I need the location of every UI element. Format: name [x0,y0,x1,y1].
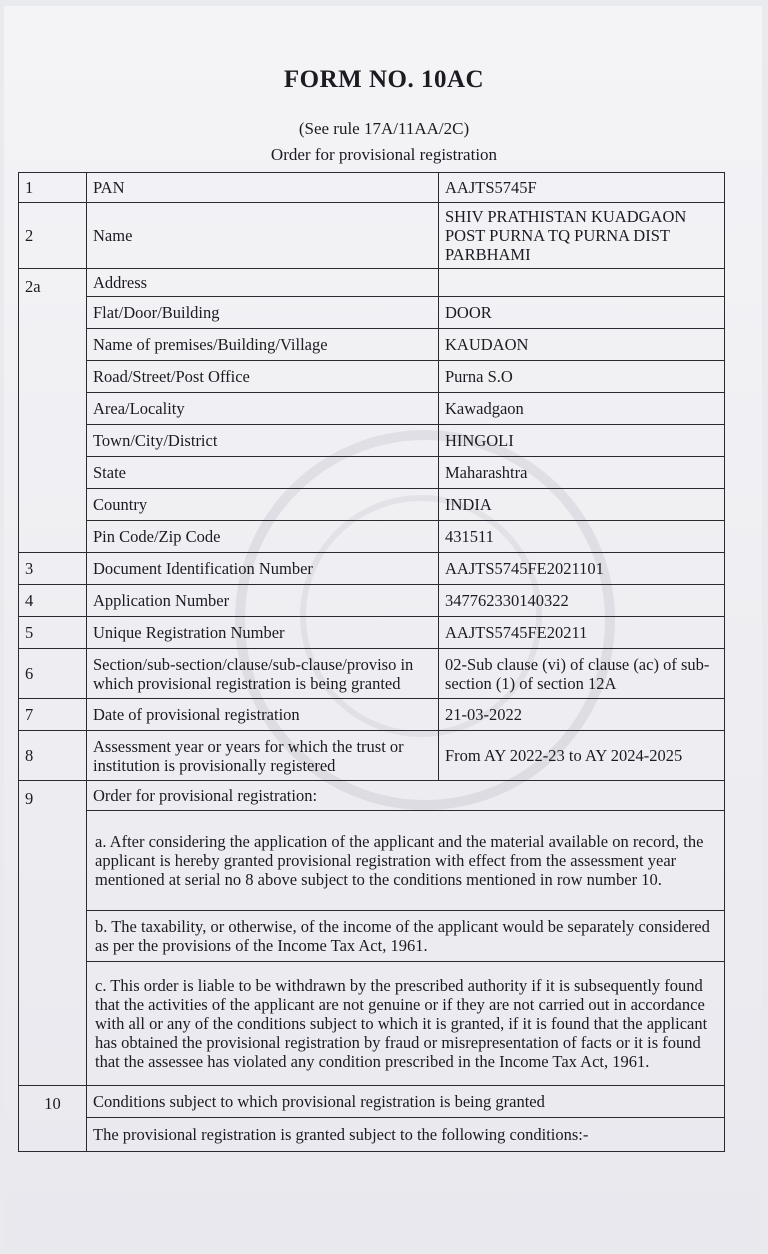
road-label: Road/Street/Post Office [87,361,439,393]
address-value-empty [439,269,725,297]
row-pan [19,173,725,203]
row-area [19,393,725,425]
row-number: 7 [19,699,87,731]
row-number: 10 [19,1086,87,1152]
row-application-number [19,585,725,617]
row-premises [19,329,725,361]
document-id-label: Document Identification Number [87,553,439,585]
area-value: Kawadgaon [439,393,725,425]
row-assessment-year [19,731,725,781]
name-value: SHIV PRATHISTAN KUADGAON POST PURNA TQ PURNA DIST PARBHAMI [439,203,725,269]
unique-registration-label: Unique Registration Number [87,617,439,649]
assessment-year-label: Assessment year or years for which the trust or institution is provisionally registered [87,731,439,781]
pin-label: Pin Code/Zip Code [87,521,439,553]
row-date [19,699,725,731]
order-clause-c: c. This order is liable to be withdrawn by the prescribed authority if it is subsequently found that the activities of the applicant are not genuine or if they are not carried out in accordance with all or any of the conditions subject to which it is granted, if it is found that the applicant has obtained the provisional registration by fraud or misrepresentation of facts or it is found that the assessee has violated any condition prescribed in the Income Tax Act, 1961. [87,962,725,1086]
row-pin [19,521,725,553]
premises-value: KAUDAON [439,329,725,361]
row-number: 5 [19,617,87,649]
flat-value: DOOR [439,297,725,329]
country-value: INDIA [439,489,725,521]
form-subtitle: Order for provisional registration [270,145,498,164]
premises-label: Name of premises/Building/Village [87,329,439,361]
row-number: 2 [19,203,87,269]
row-state [19,457,725,489]
row-road [19,361,725,393]
conditions-label: Conditions subject to which provisional registration is being granted [87,1086,725,1118]
form-title: FORM NO. 10AC [283,66,485,93]
row-document-id [19,553,725,585]
row-order-b [19,911,725,962]
document-id-value: AAJTS5745FE2021101 [439,553,725,585]
country-label: Country [87,489,439,521]
assessment-year-value: From AY 2022-23 to AY 2024-2025 [439,731,725,781]
row-name [19,203,725,269]
row-unique-registration [19,617,725,649]
registration-table [18,172,725,1152]
row-order-a [19,811,725,911]
row-conditions-text [19,1118,725,1152]
area-label: Area/Locality [87,393,439,425]
row-order [19,781,725,811]
name-label: Name [87,203,439,269]
pan-label: PAN [87,173,439,203]
section-value: 02-Sub clause (vi) of clause (ac) of sub-section (1) of section 12A [439,649,725,699]
row-town [19,425,725,457]
order-clause-b: b. The taxability, or otherwise, of the income of the applicant would be separately considered as per the provisions of the Income Tax Act, 1961. [87,911,725,962]
pan-value: AAJTS5745F [439,173,725,203]
unique-registration-value: AAJTS5745FE20211 [439,617,725,649]
address-label: Address [87,269,439,297]
application-number-value: 347762330140322 [439,585,725,617]
row-flat [19,297,725,329]
row-number: 8 [19,731,87,781]
road-value: Purna S.O [439,361,725,393]
town-value: HINGOLI [439,425,725,457]
date-label: Date of provisional registration [87,699,439,731]
order-label: Order for provisional registration: [87,781,725,811]
row-number: 1 [19,173,87,203]
row-number: 9 [19,781,87,1086]
pin-value: 431511 [439,521,725,553]
row-order-c [19,962,725,1086]
row-number: 2a [19,269,87,553]
date-value: 21-03-2022 [439,699,725,731]
town-label: Town/City/District [87,425,439,457]
application-number-label: Application Number [87,585,439,617]
row-number: 6 [19,649,87,699]
flat-label: Flat/Door/Building [87,297,439,329]
state-value: Maharashtra [439,457,725,489]
row-number: 4 [19,585,87,617]
form-rule-reference: (See rule 17A/11AA/2C) [298,119,470,138]
row-conditions [19,1086,725,1118]
order-clause-a: a. After considering the application of the applicant and the material available on record, the applicant is hereby granted provisional registration with effect from the assessment year mentioned at serial no 8 above subject to the conditions mentioned in row number 10. [87,811,725,911]
state-label: State [87,457,439,489]
section-label: Section/sub-section/clause/sub-clause/proviso in which provisional registration is being granted [87,649,439,699]
row-country [19,489,725,521]
row-section [19,649,725,699]
row-address [19,269,725,297]
row-number: 3 [19,553,87,585]
conditions-text: The provisional registration is granted subject to the following conditions:- [87,1118,725,1152]
